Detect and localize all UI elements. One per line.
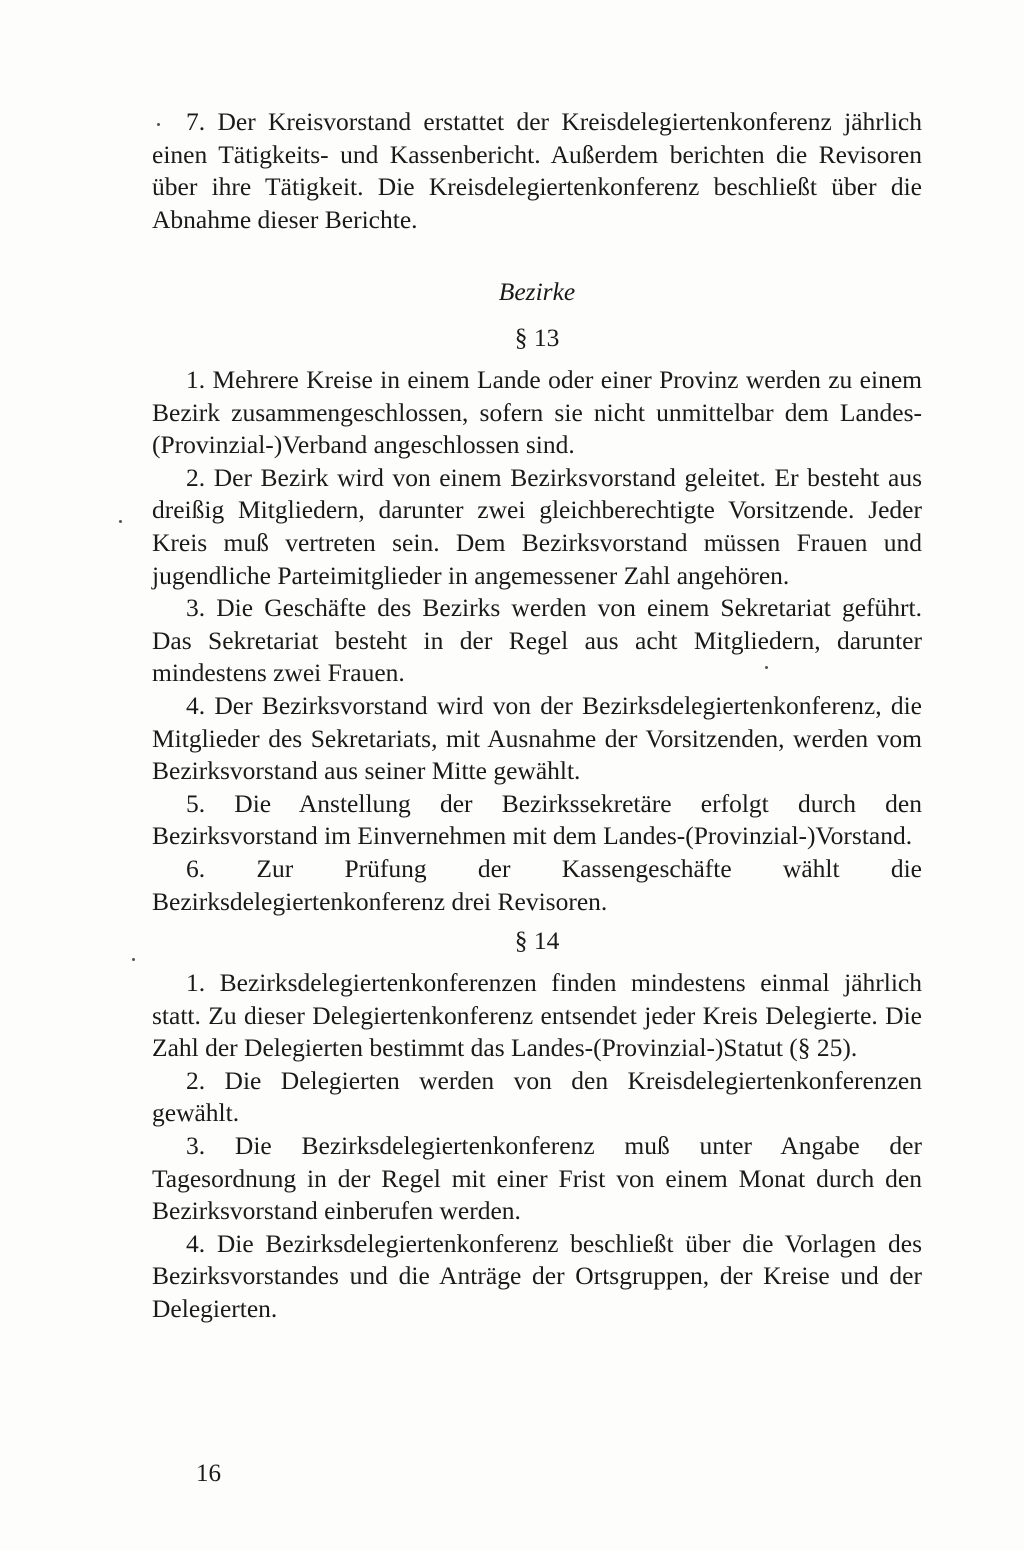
s14-paragraph-4: 4. Die Bezirksdelegiertenkonferenz beschließt über die Vorlagen des Bezirksvorstandes und die Anträge der Ortsgruppen, der Kreise und der Delegierten. [152, 1228, 922, 1323]
page-number: 16 [196, 1460, 221, 1487]
s13-paragraph-1: 1. Mehrere Kreise in einem Lande oder einer Provinz werden zu einem Bezirk zusammengeschlossen, sofern sie nicht unmittelbar dem Landes-(Provinzial-)Verband angeschlossen sind. [152, 365, 922, 460]
section-13-body [152, 364, 922, 918]
print-speck [119, 520, 122, 523]
section-13-title: § 13 [514, 323, 560, 352]
print-speck [132, 958, 135, 961]
intro-block [152, 106, 922, 236]
section-14-title: § 14 [514, 926, 560, 955]
s13-paragraph-5: 5. Die Anstellung der Bezirkssekretäre erfolgt durch den Bezirksvorstand im Einvernehmen mit dem Landes-(Provinzial-)Vorstand. [152, 788, 922, 851]
s14-paragraph-2: 2. Die Delegierten werden von den Kreisdelegiertenkonferenzen gewählt. [152, 1065, 922, 1128]
section-heading-bezirke: Bezirke [498, 277, 576, 306]
s13-paragraph-2: 2. Der Bezirk wird von einem Bezirksvorstand geleitet. Er besteht aus dreißig Mitgliedern, darunter zwei gleichberechtigte Vorsitzende. Jeder Kreis muß vertreten sein. Dem Bezirksvorstand müssen Frauen und jugendliche Parteimitglieder in angemessener Zahl angehören. [152, 462, 922, 590]
s13-paragraph-3: 3. Die Geschäfte des Bezirks werden von einem Sekretariat geführt. Das Sekretariat besteht in der Regel aus acht Mitgliedern, darunter mindestens zwei Frauen. [152, 593, 922, 688]
paragraph-7: 7. Der Kreisvorstand erstattet der Kreisdelegiertenkonferenz jährlich einen Tätigkeits- und Kassenbericht. Außerdem berichten die Revisoren über ihre Tätigkeit. Die Kreisdelegiertenkonferenz beschließt über die Abnahme dieser Berichte. [152, 107, 922, 234]
s14-paragraph-1: 1. Bezirksdelegiertenkonferenzen finden mindestens einmal jährlich statt. Zu dieser Delegiertenkonferenz entsendet jeder Kreis Delegierte. Die Zahl der Delegierten bestimmt das Landes-(Provinzial-)Statut (§ 25). [152, 968, 922, 1063]
section-14-body [152, 967, 922, 1326]
s13-paragraph-6: 6. Zur Prüfung der Kassengeschäfte wählt die Bezirksdelegiertenkonferenz drei Revisoren. [152, 853, 922, 916]
s13-paragraph-4: 4. Der Bezirksvorstand wird von der Bezirksdelegiertenkonferenz, die Mitglieder des Sekretariats, mit Ausnahme der Vorsitzenden, werden vom Bezirksvorstand aus seiner Mitte gewählt. [152, 690, 922, 786]
s14-paragraph-3: 3. Die Bezirksdelegiertenkonferenz muß unter Angabe der Tagesordnung in der Regel mit einer Frist von einem Monat durch den Bezirksvorstand einberufen werden. [152, 1130, 922, 1226]
